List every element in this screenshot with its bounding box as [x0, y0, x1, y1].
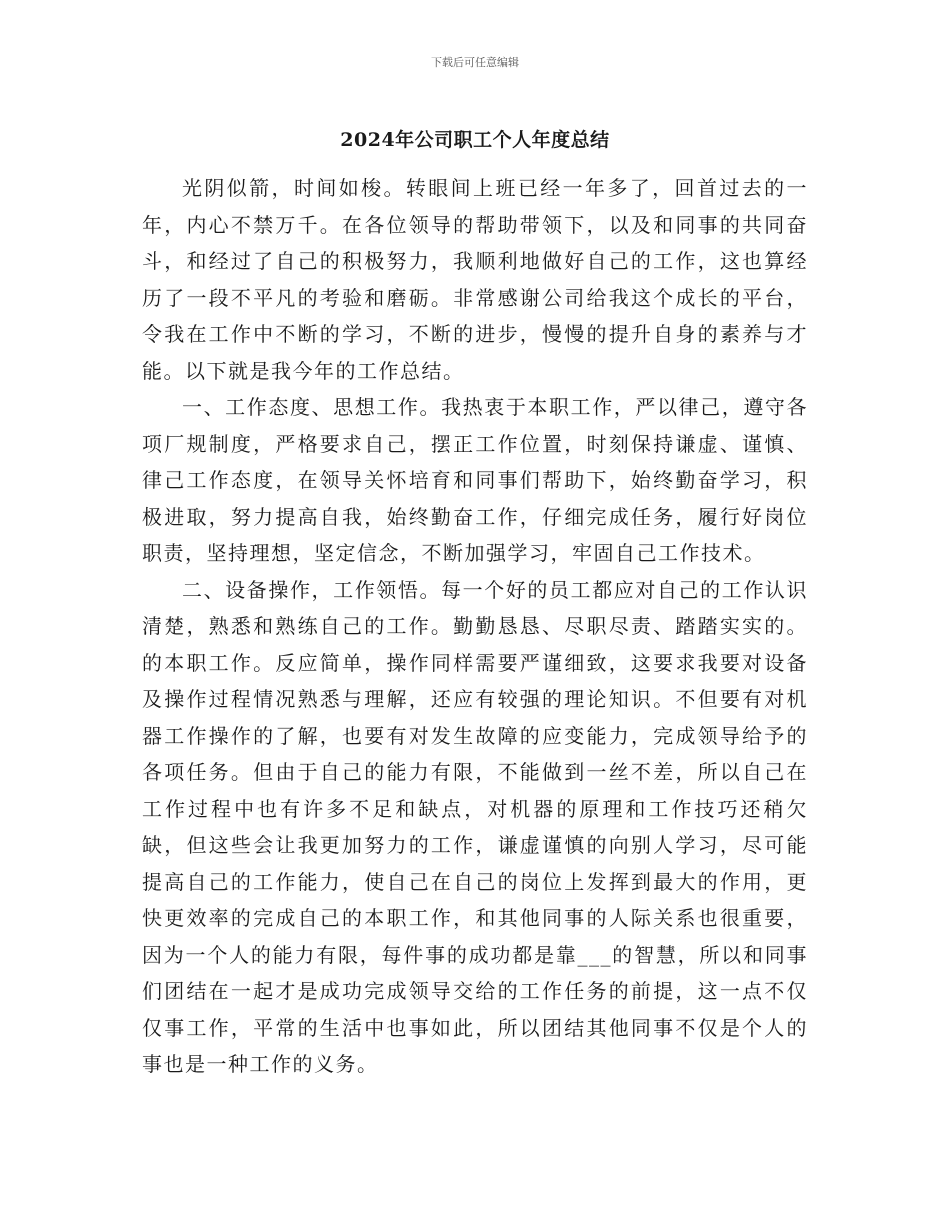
document-body [142, 170, 808, 1083]
paragraph-work-attitude: 一、工作态度、思想工作。我热衷于本职工作，严以律己，遵守各项厂规制度，严格要求自己，摆正工作位置，时刻保持谦虚、谨慎、律己工作态度，在领导关怀培育和同事们帮助下，始终勤奋学习，积极进取，努力提高自我，始终勤奋工作，仔细完成任务，履行好岗位职责，坚持理想，坚定信念，不断加强学习，牢固自己工作技术。 [142, 395, 808, 565]
paragraph-equipment-operation: 二、设备操作，工作领悟。每一个好的员工都应对自己的工作认识清楚，熟悉和熟练自己的工作。勤勤恳恳、尽职尽责、踏踏实实的。的本职工作。反应简单，操作同样需要严谨细致，这要求我要对设备及操作过程情况熟悉与理解，还应有较强的理论知识。不但要有对机器工作操作的了解，也要有对发生故障的应变能力，完成领导给予的各项任务。但由于自己的能力有限，不能做到一丝不差，所以自己在工作过程中也有许多不足和缺点，对机器的原理和工作技巧还稍欠缺，但这些会让我更加努力的工作，谦虚谨慎的向别人学习，尽可能提高自己的工作能力，使自己在自己的岗位上发挥到最大的作用，更快更效率的完成自己的本职工作，和其他同事的人际关系也很重要，因为一个人的能力有限，每件事的成功都是靠___的智慧，所以和同事们团结在一起才是成功完成领导交给的工作任务的前提，这一点不仅仅事工作，平常的生活中也事如此，所以团结其他同事不仅是个人的事也是一种工作的义务。 [142, 577, 808, 1076]
document-title: 2024年公司职工个人年度总结 [340, 129, 610, 151]
page-header-note: 下载后可任意编辑 [431, 56, 519, 69]
paragraph-intro: 光阴似箭，时间如梭。转眼间上班已经一年多了，回首过去的一年，内心不禁万千。在各位领导的帮助带领下，以及和同事的共同奋斗，和经过了自己的积极努力，我顺利地做好自己的工作，这也算经历了一段不平凡的考验和磨砺。非常感谢公司给我这个成长的平台，令我在工作中不断的学习，不断的进步，慢慢的提升自身的素养与才能。以下就是我今年的工作总结。 [142, 176, 808, 383]
